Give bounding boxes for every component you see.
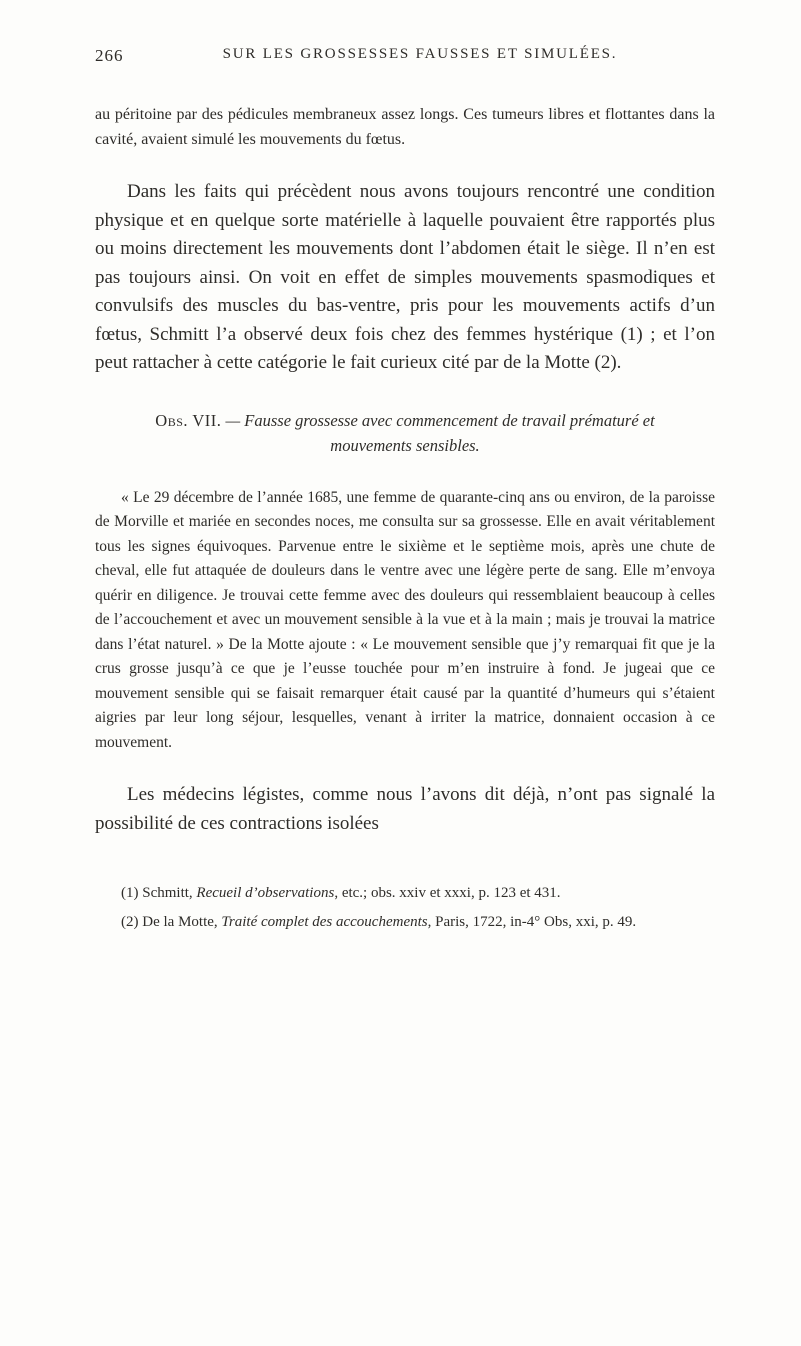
observation-label: Obs. VII. [155,410,222,430]
footnotes-section [95,882,715,934]
footnote-1-reference: , etc.; obs. xxiv et xxxi, p. 123 et 431. [334,885,561,901]
closing-paragraph: Les médecins légistes, comme nous l’avons dit déjà, n’ont pas signalé la possibilité de ces contractions isolées [95,784,715,834]
footnote-2-work-title: Traité complet des accouchements [221,913,428,930]
observation-separator: — [225,410,241,430]
footnote-1 [95,882,715,906]
footnote-1-marker: (1) [121,885,139,901]
observation-title: Fausse grossesse avec commencement de travail prématuré et mouvements sensibles. [244,410,655,455]
running-head [95,46,715,70]
footnote-2 [95,911,715,935]
body-paragraph: Dans les faits qui précèdent nous avons toujours rencontré une condition physique et en quelque sorte matérielle à laquelle pouvaient être rapportés plus ou moins directement les mouvements dont l’abdomen était le siège. Il n’en est pas toujours ainsi. On voit en effet de simples mouvements spasmodiques et convulsifs des muscles du bas-ventre, pris pour les mouvements actifs d’un fœtus, Schmitt l’a observé deux fois chez des femmes hystérique (1) ; et l’on peut rattacher à cette catégorie le fait curieux cité par de la Motte (2). [95,181,715,373]
page-number: 266 [95,46,124,65]
observation-heading [133,408,677,458]
footnote-2-reference: , Paris, 1722, in-4° Obs, xxi, p. 49. [427,913,637,930]
observation-quote: « Le 29 décembre de l’année 1685, une femme de quarante-cinq ans ou environ, de la paroisse de Morville et mariée en secondes noces, me consulta sur sa grossesse. Elle en avait véritablement tous les signes équivoques. Parvenue entre le sixième et le septième mois, après une chute de cheval, elle fut attaquée de douleurs dans le ventre avec une légère perte de sang. Elle m’envoya quérir en diligence. Je trouvai cette femme avec des douleurs qui ressemblaient beaucoup à celles de l’accouchement et avec un mouvement sensible à la vue et à la main ; mais je trouvai la matrice dans l’état naturel. » De la Motte ajoute : « Le mouvement sensible que j’y remarquai fit que je la crus grosse jusqu’à ce que je l’eusse touchée pour m’en instruire à fond. Je jugeai que ce mouvement sensible qui se faisait remarquer était causé par la quantité d’humeurs qui s’étaient aigries par leur long séjour, lesquelles, venant à irriter la matrice, donnaient occasion à ce mouvement. [95,488,715,751]
footnote-1-author: Schmitt, [142,885,193,901]
footnote-2-author: De la Motte, [142,913,218,930]
continuation-paragraph: au péritoine par des pédicules membraneux assez longs. Ces tumeurs libres et flottantes dans la cavité, avaient simulé les mouvements du fœtus. [95,106,715,148]
footnote-2-marker: (2) [121,913,139,930]
running-title: SUR LES GROSSESSES FAUSSES ET SIMULÉES. [222,46,618,62]
footnote-1-work-title: Recueil d’observations [196,885,335,901]
